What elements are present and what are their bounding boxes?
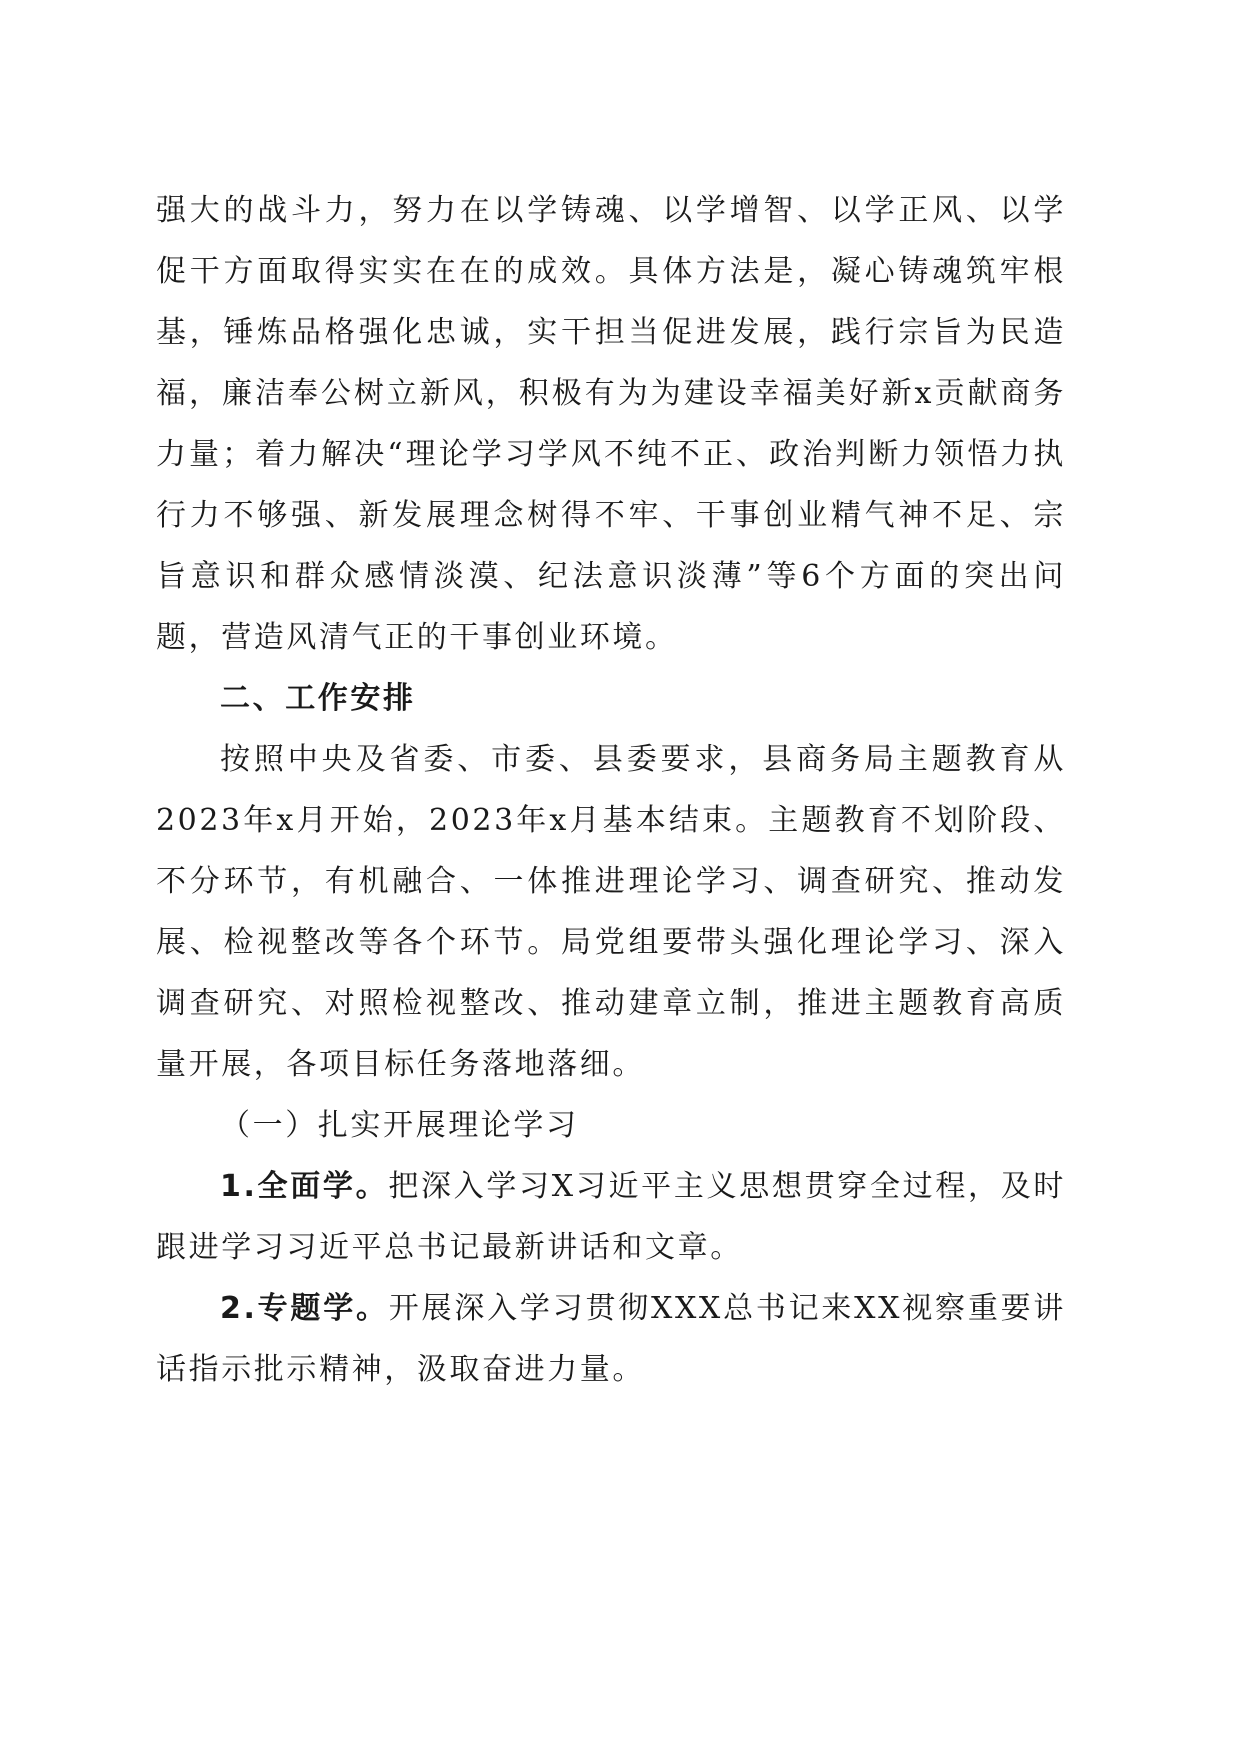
item-lead-comprehensive: 1.全面学。 <box>220 1169 389 1204</box>
document-page <box>156 180 1066 1400</box>
item-lead-thematic: 2.专题学。 <box>220 1291 389 1326</box>
list-item-thematic-study <box>156 1278 1066 1400</box>
item-text-thematic: 开展深入学习贯彻XXX总书记来XX视察重要讲话指示批示精神，汲取奋进力量。 <box>156 1291 1066 1387</box>
item-text-comprehensive: 把深入学习X习近平主义思想贯穿全过程，及时跟进学习习近平总书记最新讲话和文章。 <box>156 1169 1066 1265</box>
subheading-theory-study: （一）扎实开展理论学习 <box>220 1108 579 1143</box>
paragraph-continued: 强大的战斗力，努力在以学铸魂、以学增智、以学正风、以学促干方面取得实实在在的成效。具体方法是，凝心铸魂筑牢根基，锤炼品格强化忠诚，实干担当促进发展，践行宗旨为民造福，廉洁奉公树立新风，积极有为为建设幸福美好新x贡献商务力量；着力解决“理论学习学风不纯不正、政治判断力领悟力执行力不够强、新发展理念树得不牢、干事创业精气神不足、宗旨意识和群众感情淡漠、纪法意识淡薄”等6个方面的突出问题，营造风清气正的干事创业环境。 <box>156 193 1066 655</box>
section-heading-work-arrangement: 二、工作安排 <box>220 681 416 716</box>
list-item-comprehensive-study <box>156 1156 1066 1278</box>
paragraph-work-arrangement: 按照中央及省委、市委、县委要求，县商务局主题教育从2023年x月开始，2023年x月基本结束。主题教育不划阶段、不分环节，有机融合、一体推进理论学习、调查研究、推动发展、检视整改等各个环节。局党组要带头强化理论学习、深入调查研究、对照检视整改、推动建章立制，推进主题教育高质量开展，各项目标任务落地落细。 <box>156 742 1066 1082</box>
